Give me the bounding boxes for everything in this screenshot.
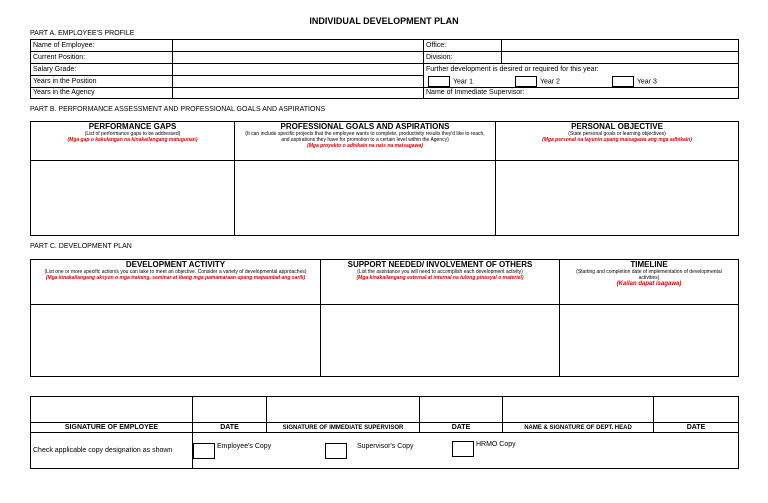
year3-checkbox[interactable] bbox=[612, 76, 634, 87]
copy-options bbox=[193, 433, 739, 469]
division-field[interactable] bbox=[502, 52, 739, 64]
support-needed-red: (Mga kinakailangang external at internal na tulong pinasyal o materiel) bbox=[356, 275, 524, 281]
employee-profile-table bbox=[30, 39, 739, 99]
supervisor-copy-option bbox=[325, 443, 414, 459]
professional-goals-sub: (It can include specific projects that the employee wants to complete, productivity results they'd like to reach, and aspirations they have for promotion to a certain level within the Agency) bbox=[245, 131, 485, 143]
name-field[interactable] bbox=[173, 40, 424, 52]
performance-gaps-title: PERFORMANCE GAPS bbox=[88, 122, 177, 131]
year2-checkbox[interactable] bbox=[515, 76, 537, 87]
year3-label: Year 3 bbox=[636, 77, 657, 85]
part-c-heading: PART C. DEVELOPMENT PLAN bbox=[30, 243, 132, 250]
supervisor-signature-label: SIGNATURE OF IMMEDIATE SUPERVISOR bbox=[267, 423, 420, 433]
salary-field[interactable] bbox=[173, 64, 424, 76]
part-a-heading: PART A. EMPLOYEE'S PROFILE bbox=[30, 30, 135, 37]
years-agency-field[interactable] bbox=[173, 87, 424, 98]
dept-head-signature-label: NAME & SIGNATURE OF DEPT. HEAD bbox=[503, 423, 654, 433]
support-needed-field[interactable] bbox=[321, 305, 560, 377]
personal-objective-red: (Mga personal na layunin upang maisagawa ang mga adhikain) bbox=[542, 137, 692, 143]
supervisor-signature-field[interactable] bbox=[267, 397, 420, 423]
professional-goals-field[interactable] bbox=[235, 161, 496, 236]
supervisor-label: Name of Immediate Supervisor: bbox=[424, 87, 739, 98]
supervisor-date-field[interactable] bbox=[420, 397, 503, 423]
dept-head-date-field[interactable] bbox=[654, 397, 739, 423]
performance-gaps-field[interactable] bbox=[31, 161, 235, 236]
employee-signature-label: SIGNATURE OF EMPLOYEE bbox=[31, 423, 193, 433]
professional-goals-title: PROFESSIONAL GOALS AND ASPIRATIONS bbox=[280, 122, 450, 131]
further-dev-label: Further development is desired or required for this year: bbox=[424, 64, 739, 76]
support-needed-header bbox=[321, 260, 560, 305]
timeline-red: (Kailan dapat isagawa) bbox=[616, 281, 682, 287]
years-position-label: Years in the Position bbox=[31, 76, 173, 88]
hrmo-copy-label: HRMO Copy bbox=[475, 441, 516, 448]
hrmo-copy-checkbox[interactable] bbox=[452, 441, 474, 457]
development-activity-sub: (List one or more specific action/s you can take to meet an objective. Consider a variety of developmental approaches) bbox=[44, 269, 307, 275]
dept-head-date-label: DATE bbox=[654, 423, 739, 433]
dept-head-signature-field[interactable] bbox=[503, 397, 654, 423]
year-options bbox=[424, 76, 739, 88]
division-label: Division: bbox=[424, 52, 502, 64]
professional-goals-header bbox=[235, 122, 496, 161]
support-needed-sub: (List the assistance you will need to accomplish each development activity) bbox=[357, 269, 523, 275]
employee-date-label: DATE bbox=[193, 423, 267, 433]
hrmo-copy-option bbox=[452, 441, 516, 457]
support-needed-title: SUPPORT NEEDED/ INVOLVEMENT OF OTHERS bbox=[347, 260, 533, 269]
document-title: INDIVIDUAL DEVELOPMENT PLAN bbox=[309, 16, 459, 26]
personal-objective-sub: (State personal goals or learning objectives) bbox=[568, 131, 666, 137]
employee-copy-checkbox[interactable] bbox=[193, 443, 215, 459]
development-activity-red: (Mga kinakailangang aksyon o mga training, seminar at ibang mga pamamaraan upang mapaunlad ang sarili) bbox=[45, 275, 306, 281]
development-plan-table bbox=[30, 259, 739, 377]
personal-objective-header bbox=[496, 122, 739, 161]
timeline-field[interactable] bbox=[560, 305, 739, 377]
part-b-heading: PART B. PERFORMANCE ASSESSMENT AND PROFESSIONAL GOALS AND ASPIRATIONS bbox=[30, 106, 326, 113]
position-label: Current Position: bbox=[31, 52, 173, 64]
performance-gaps-header bbox=[31, 122, 235, 161]
employee-date-field[interactable] bbox=[193, 397, 267, 423]
timeline-header bbox=[560, 260, 739, 305]
salary-label: Salary Grade: bbox=[31, 64, 173, 76]
timeline-sub: (Starting and completion date of implementation of developmental activities) bbox=[576, 269, 722, 281]
supervisor-copy-checkbox[interactable] bbox=[325, 443, 347, 459]
personal-objective-title: PERSONAL OBJECTIVE bbox=[571, 122, 663, 131]
employee-signature-field[interactable] bbox=[31, 397, 193, 423]
timeline-title: TIMELINE bbox=[630, 260, 668, 269]
office-label: Office: bbox=[424, 40, 502, 52]
year1-checkbox[interactable] bbox=[428, 76, 450, 87]
development-activity-header bbox=[31, 260, 321, 305]
years-agency-label: Years in the Agency bbox=[31, 87, 173, 98]
employee-copy-option bbox=[193, 443, 271, 459]
supervisor-date-label: DATE bbox=[420, 423, 503, 433]
performance-table bbox=[30, 121, 739, 236]
development-activity-title: DEVELOPMENT ACTIVITY bbox=[125, 260, 226, 269]
professional-goals-red: (Mga proyekto o adhikain na nais na maisagawa) bbox=[307, 143, 423, 149]
year1-label: Year 1 bbox=[453, 77, 473, 85]
development-activity-field[interactable] bbox=[31, 305, 321, 377]
year2-label: Year 2 bbox=[539, 77, 560, 85]
performance-gaps-sub: (List of performance gaps to be addressed) bbox=[84, 131, 181, 137]
employee-copy-label: Employee's Copy bbox=[216, 443, 272, 450]
office-field[interactable] bbox=[502, 40, 739, 52]
copy-designation-label: Check applicable copy designation as shown bbox=[31, 433, 193, 469]
years-position-field[interactable] bbox=[173, 76, 424, 88]
personal-objective-field[interactable] bbox=[496, 161, 739, 236]
position-field[interactable] bbox=[173, 52, 424, 64]
signature-table bbox=[30, 396, 739, 469]
name-label: Name of Employee: bbox=[31, 40, 173, 52]
performance-gaps-red: (Mga gap o kakulangan na kinakailangang matugunan) bbox=[67, 137, 198, 143]
supervisor-copy-label: Supervisor's Copy bbox=[356, 443, 414, 450]
